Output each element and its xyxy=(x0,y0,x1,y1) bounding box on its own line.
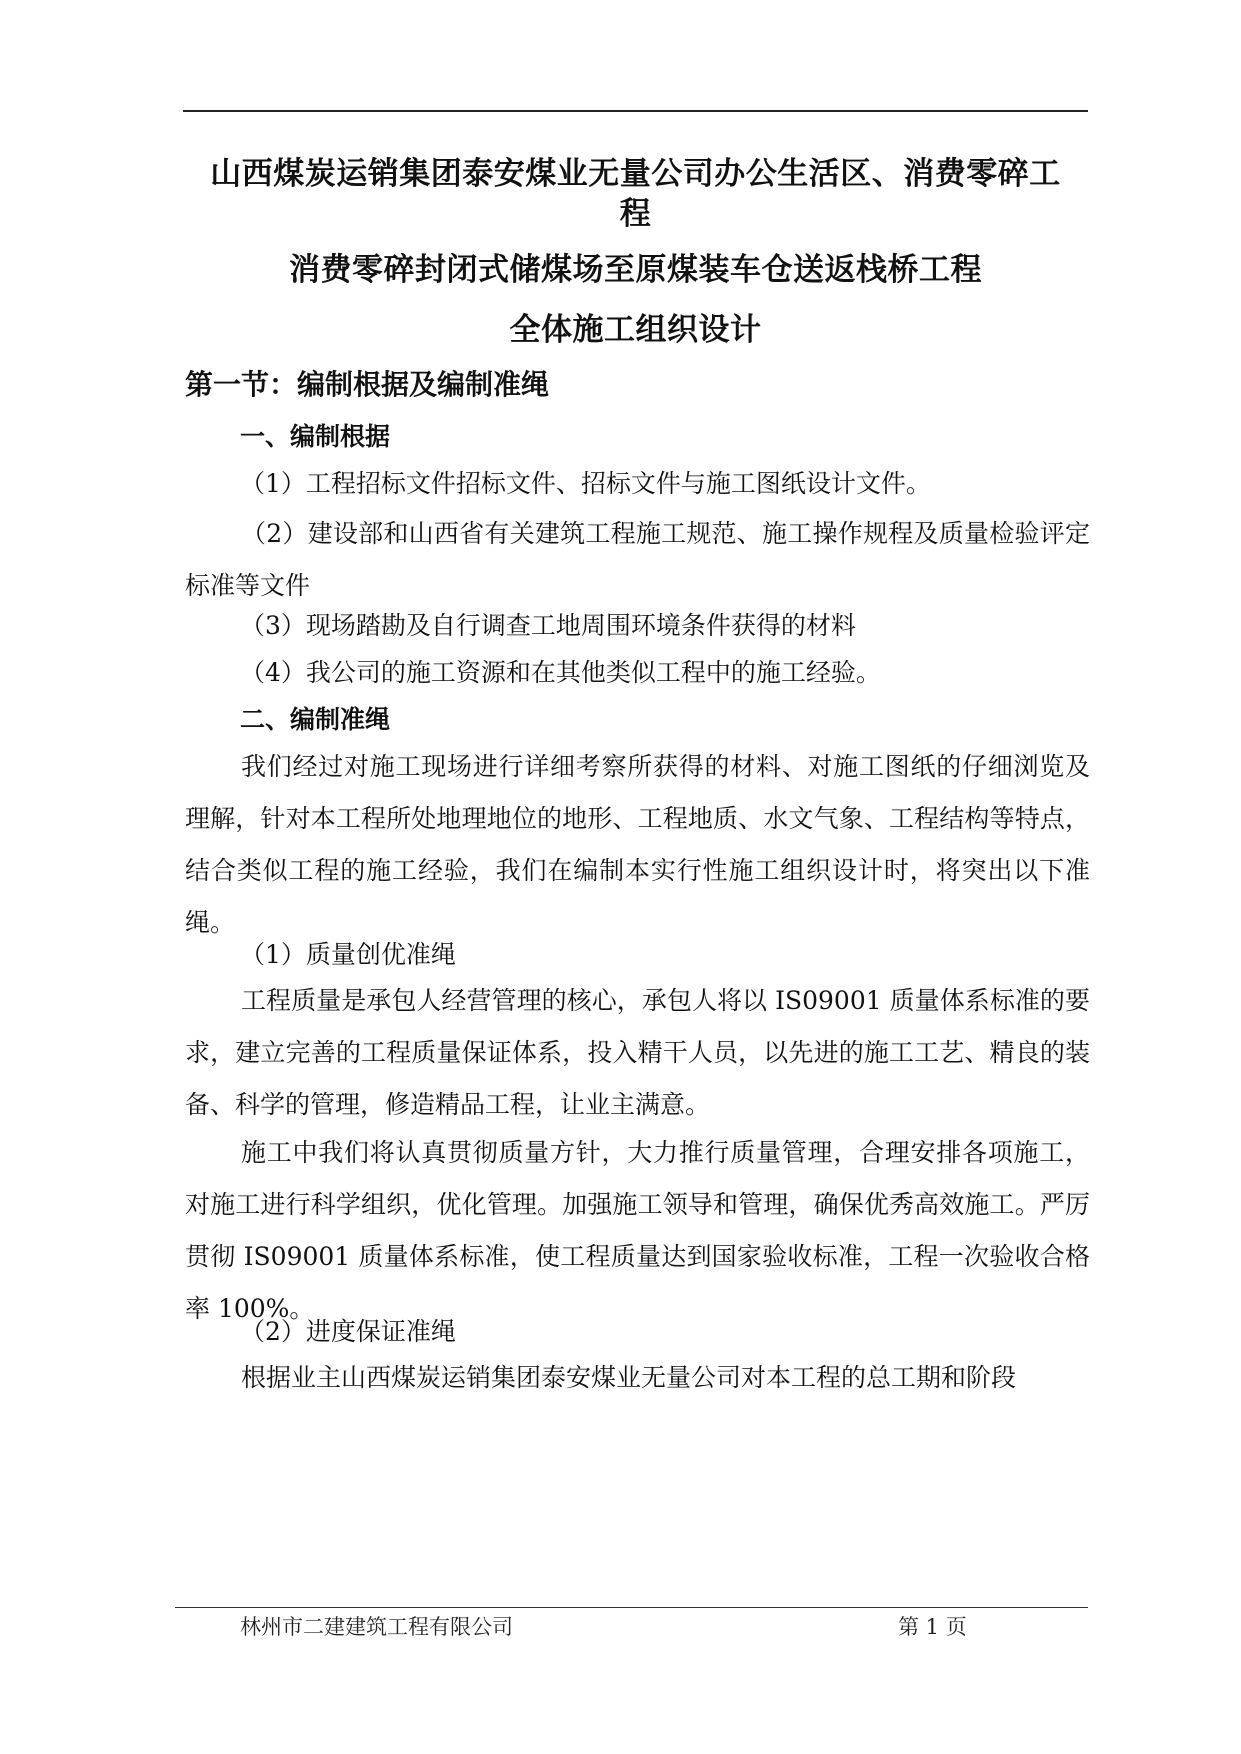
footer-page-number: 第 1 页 xyxy=(898,1615,967,1639)
principles-intro-paragraph: 我们经过对施工现场进行详细考察所获得的材料、对施工图纸的仔细浏览及理解，针对本工程所处地理地位的地形、工程地质、水文气象、工程结构等特点，结合类似工程的施工经验，我们在编制本实行性施工组织设计时，将突出以下准绳。 xyxy=(185,752,1090,937)
footer-company: 林州市二建建筑工程有限公司 xyxy=(240,1615,513,1639)
document-title-line-4: 全体施工组织设计 xyxy=(509,312,762,348)
section-heading: 第一节：编制根据及编制准绳 xyxy=(185,368,550,401)
header-rule xyxy=(183,110,1088,112)
basis-item-2: （2）建设部和山西省有关建筑工程施工规范、施工操作规程及质量检验评定标准等文件 xyxy=(185,519,1090,600)
principle-1-label: （1）质量创优准绳 xyxy=(240,940,456,969)
document-title-line-1: 山西煤炭运销集团泰安煤业无量公司办公生活区、消费零碎工 xyxy=(210,156,1061,192)
basis-item-3: （3）现场踏勘及自行调查工地周围环境条件获得的材料 xyxy=(240,611,856,640)
document-title-line-2: 程 xyxy=(619,196,652,232)
basis-item-1: （1）工程招标文件招标文件、招标文件与施工图纸设计文件。 xyxy=(240,469,931,498)
footer-rule xyxy=(175,1607,1088,1608)
sub-heading-basis: 一、编制根据 xyxy=(240,422,391,451)
sub-heading-principles: 二、编制准绳 xyxy=(240,705,391,734)
principle-2-paragraph-1: 根据业主山西煤炭运销集团泰安煤业无量公司对本工程的总工期和阶段 xyxy=(241,1363,1017,1392)
basis-item-4: （4）我公司的施工资源和在其他类似工程中的施工经验。 xyxy=(240,658,881,687)
principle-2-label: （2）进度保证准绳 xyxy=(240,1317,456,1346)
principle-1-paragraph-2: 施工中我们将认真贯彻质量方针，大力推行质量管理，合理安排各项施工，对施工进行科学组织，优化管理。加强施工领导和管理，确保优秀高效施工。严厉贯彻 IS09001 质量体系标准，使工程质量达到国家验收标准，工程一次验收合格率 100%。 xyxy=(185,1138,1090,1323)
principle-1-paragraph-1: 工程质量是承包人经营管理的核心，承包人将以 IS09001 质量体系标准的要求，建立完善的工程质量保证体系，投入精干人员，以先进的施工工艺、精良的装备、科学的管理，修造精品工程，让业主满意。 xyxy=(185,986,1090,1119)
document-title-line-3: 消费零碎封闭式储煤场至原煤装车仓送返栈桥工程 xyxy=(289,252,982,288)
